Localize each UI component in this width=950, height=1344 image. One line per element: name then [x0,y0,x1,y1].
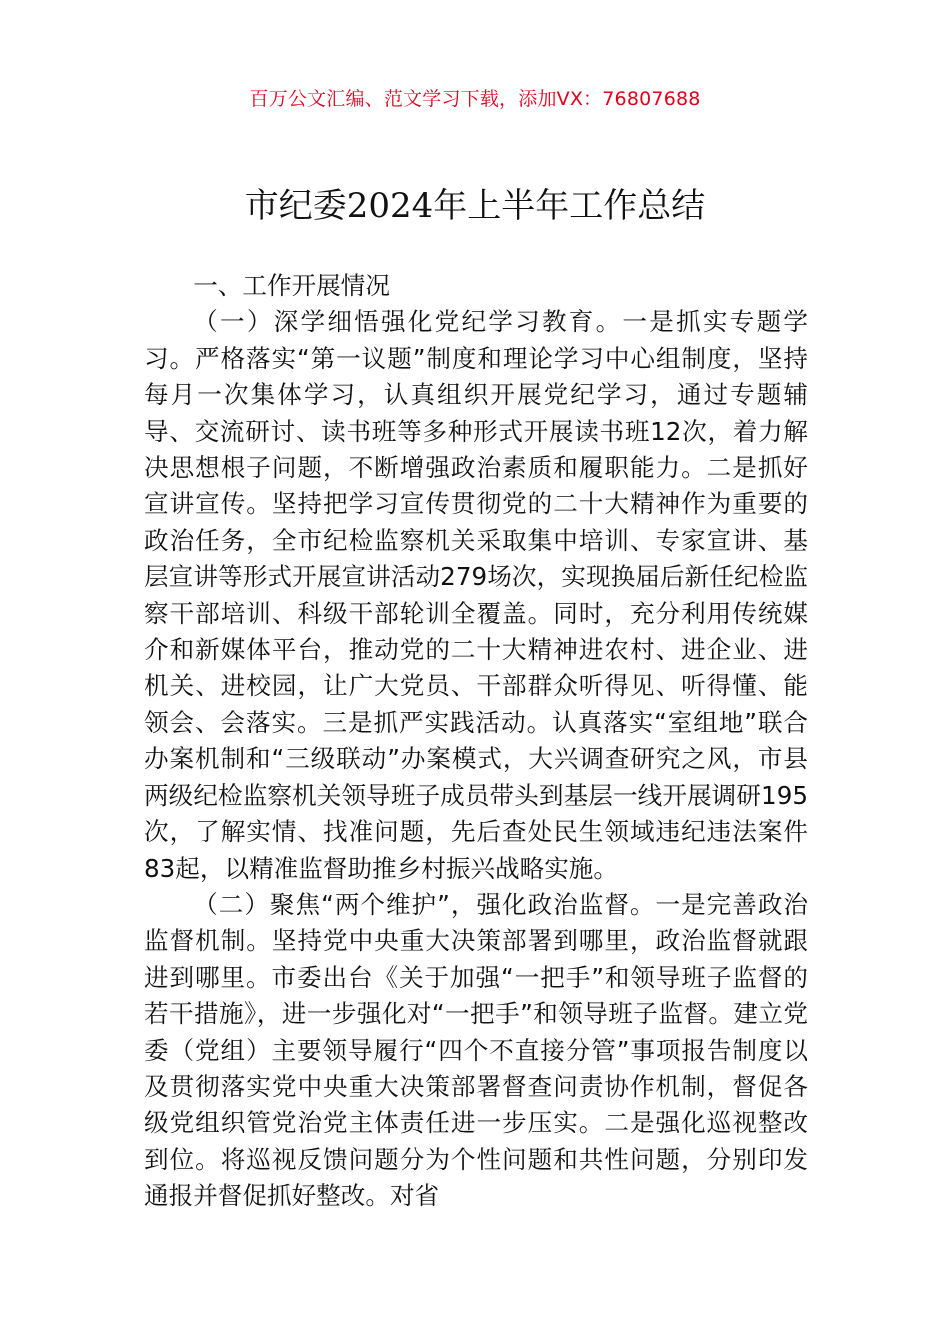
paragraph: （一）深学细悟强化党纪学习教育。一是抓实专题学习。严格落实“第一议题”制度和理论学习中心组制度，坚持每月一次集体学习，认真组织开展党纪学习，通过专题辅导、交流研讨、读书班等多种形式开展读书班12次，着力解决思想根子问题，不断增强政治素质和履职能力。二是抓好宣讲宣传。坚持把学习宣传贯彻党的二十大精神作为重要的政治任务，全市纪检监察机关采取集中培训、专家宣讲、基层宣讲等形式开展宣讲活动279场次，实现换届后新任纪检监察干部培训、科级干部轮训全覆盖。同时，充分利用传统媒介和新媒体平台，推动党的二十大精神进农村、进企业、进机关、进校园，让广大党员、干部群众听得见、听得懂、能领会、会落实。三是抓严实践活动。认真落实“室组地”联合办案机制和“三级联动”办案模式，大兴调查研究之风，市县两级纪检监察机关领导班子成员带头到基层一线开展调研195次，了解实情、找准问题，先后查处民生领域违纪违法案件83起，以精准监督助推乡村振兴战略实施。 [144,307,808,883]
paragraph: （二）聚焦“两个维护”，强化政治监督。一是完善政治监督机制。坚持党中央重大决策部署到哪里，政治监督就跟进到哪里。市委出台《关于加强“一把手”和领导班子监督的若干措施》，进一步强化对“一把手”和领导班子监督。建立党委（党组）主要领导履行“四个不直接分管”事项报告制度以及贯彻落实党中央重大决策部署督查问责协作机制，督促各级党组织管党治党主体责任进一步压实。二是强化巡视整改到位。将巡视反馈问题分为个性问题和共性问题，分别印发通报并督促抓好整改。对省 [144,889,808,1211]
section-heading: 一、工作开展情况 [193,271,390,300]
document-body [144,268,808,1215]
document-title: 市纪委2024年上半年工作总结 [244,186,706,226]
header-note: 百万公文汇编、范文学习下载，添加VX：76807688 [249,88,701,110]
